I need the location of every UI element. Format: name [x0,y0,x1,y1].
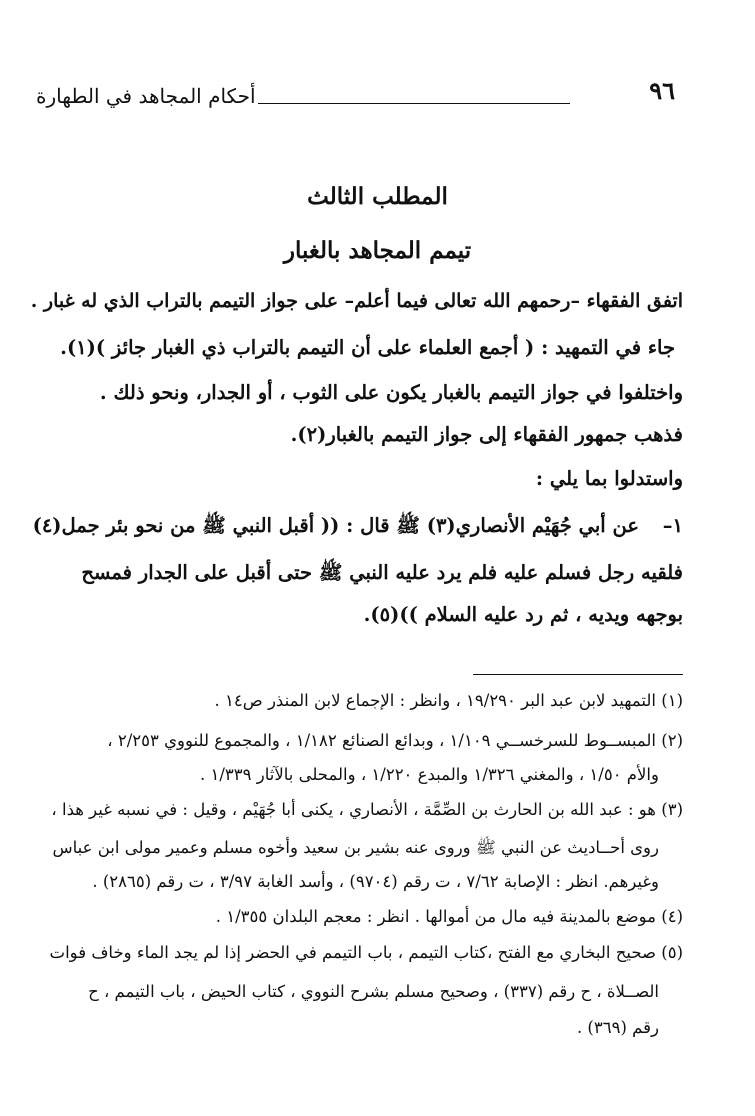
body-paragraph: واختلفوا في جواز التيمم بالغبار يكون على الثوب ، أو الجدار، ونحو ذلك . [99,381,683,404]
section-title: المطلب الثالث [307,183,448,210]
running-title: أحكام المجاهد في الطهارة [36,84,256,108]
body-paragraph: واستدلوا بما يلي : [535,467,683,490]
page-number: ٩٦ [649,76,675,105]
footnote: (٢) المبســوط للسرخســي ١/١٠٩ ، وبدائع الصنائع ١/١٨٢ ، والمجموع للنووي ٢/٢٥٣ ، [107,731,683,750]
body-paragraph: جاء في التمهيد : ( أجمع العلماء على أن التيمم بالتراب ذي الغبار جائز )(١). [60,336,675,359]
body-paragraph: اتفق الفقهاء –رحمهم الله تعالى فيما أعلم– على جواز التيمم بالتراب الذي له غبار . [30,290,683,312]
footnote: روى أحــاديث عن النبي ﷺ وروى عنه بشير بن سعيد وأخوه مسلم وعمير مولى ابن عباس [52,838,659,857]
footnote: (٥) صحيح البخاري مع الفتح ،كتاب التيمم ، باب التيمم في الحضر إذا لم يجد الماء وخاف فوات [49,943,683,962]
footnote: وغيرهم. انظر : الإصابة ٧/٦٢ ، ت رقم (٩٧٠٤) ، وأسد الغابة ٣/٩٧ ، ت رقم (٢٨٦٥) . [92,872,659,891]
footnote: (٣) هو : عبد الله بن الحارث بن الصِّمَّة ، الأنصاري ، يكنى أبا جُهَيْم ، وقيل : في نسبه غير هذا ، [51,800,683,819]
footnote-rule [473,674,683,675]
list-item-number: ١– [662,514,683,537]
header-rule [258,103,570,104]
footnote: والأم ١/٥٠ ، والمغني ١/٣٢٦ والمبدع ١/٢٢٠ ، والمحلى بالآثار ١/٣٣٩ . [199,765,659,784]
section-subtitle: تيمم المجاهد بالغبار [283,237,472,264]
body-paragraph: فذهب جمهور الفقهاء إلى جواز التيمم بالغبار(٢). [290,423,683,446]
list-item-line: بوجهه ويديه ، ثم رد عليه السلام ))(٥). [363,603,683,626]
footnote: (١) التمهيد لابن عبد البر ١٩/٢٩٠ ، وانظر : الإجماع لابن المنذر ص١٤ . [214,691,683,710]
list-item-line: عن أبي جُهَيْم الأنصاري(٣) ﷺ قال : (( أقبل النبي ﷺ من نحو بئر جمل(٤) [32,514,639,537]
list-item-line: فلقيه رجل فسلم عليه فلم يرد عليه النبي ﷺ حتى أقبل على الجدار فمسح [81,561,683,584]
footnote: (٤) موضع بالمدينة فيه مال من أموالها . انظر : معجم البلدان ١/٣٥٥ . [215,907,683,926]
footnote: رقم (٣٦٩) . [576,1018,659,1037]
footnote: الصــلاة ، ح رقم (٣٣٧) ، وصحيح مسلم بشرح النووي ، كتاب الحيض ، باب التيمم ، ح [88,982,659,1001]
